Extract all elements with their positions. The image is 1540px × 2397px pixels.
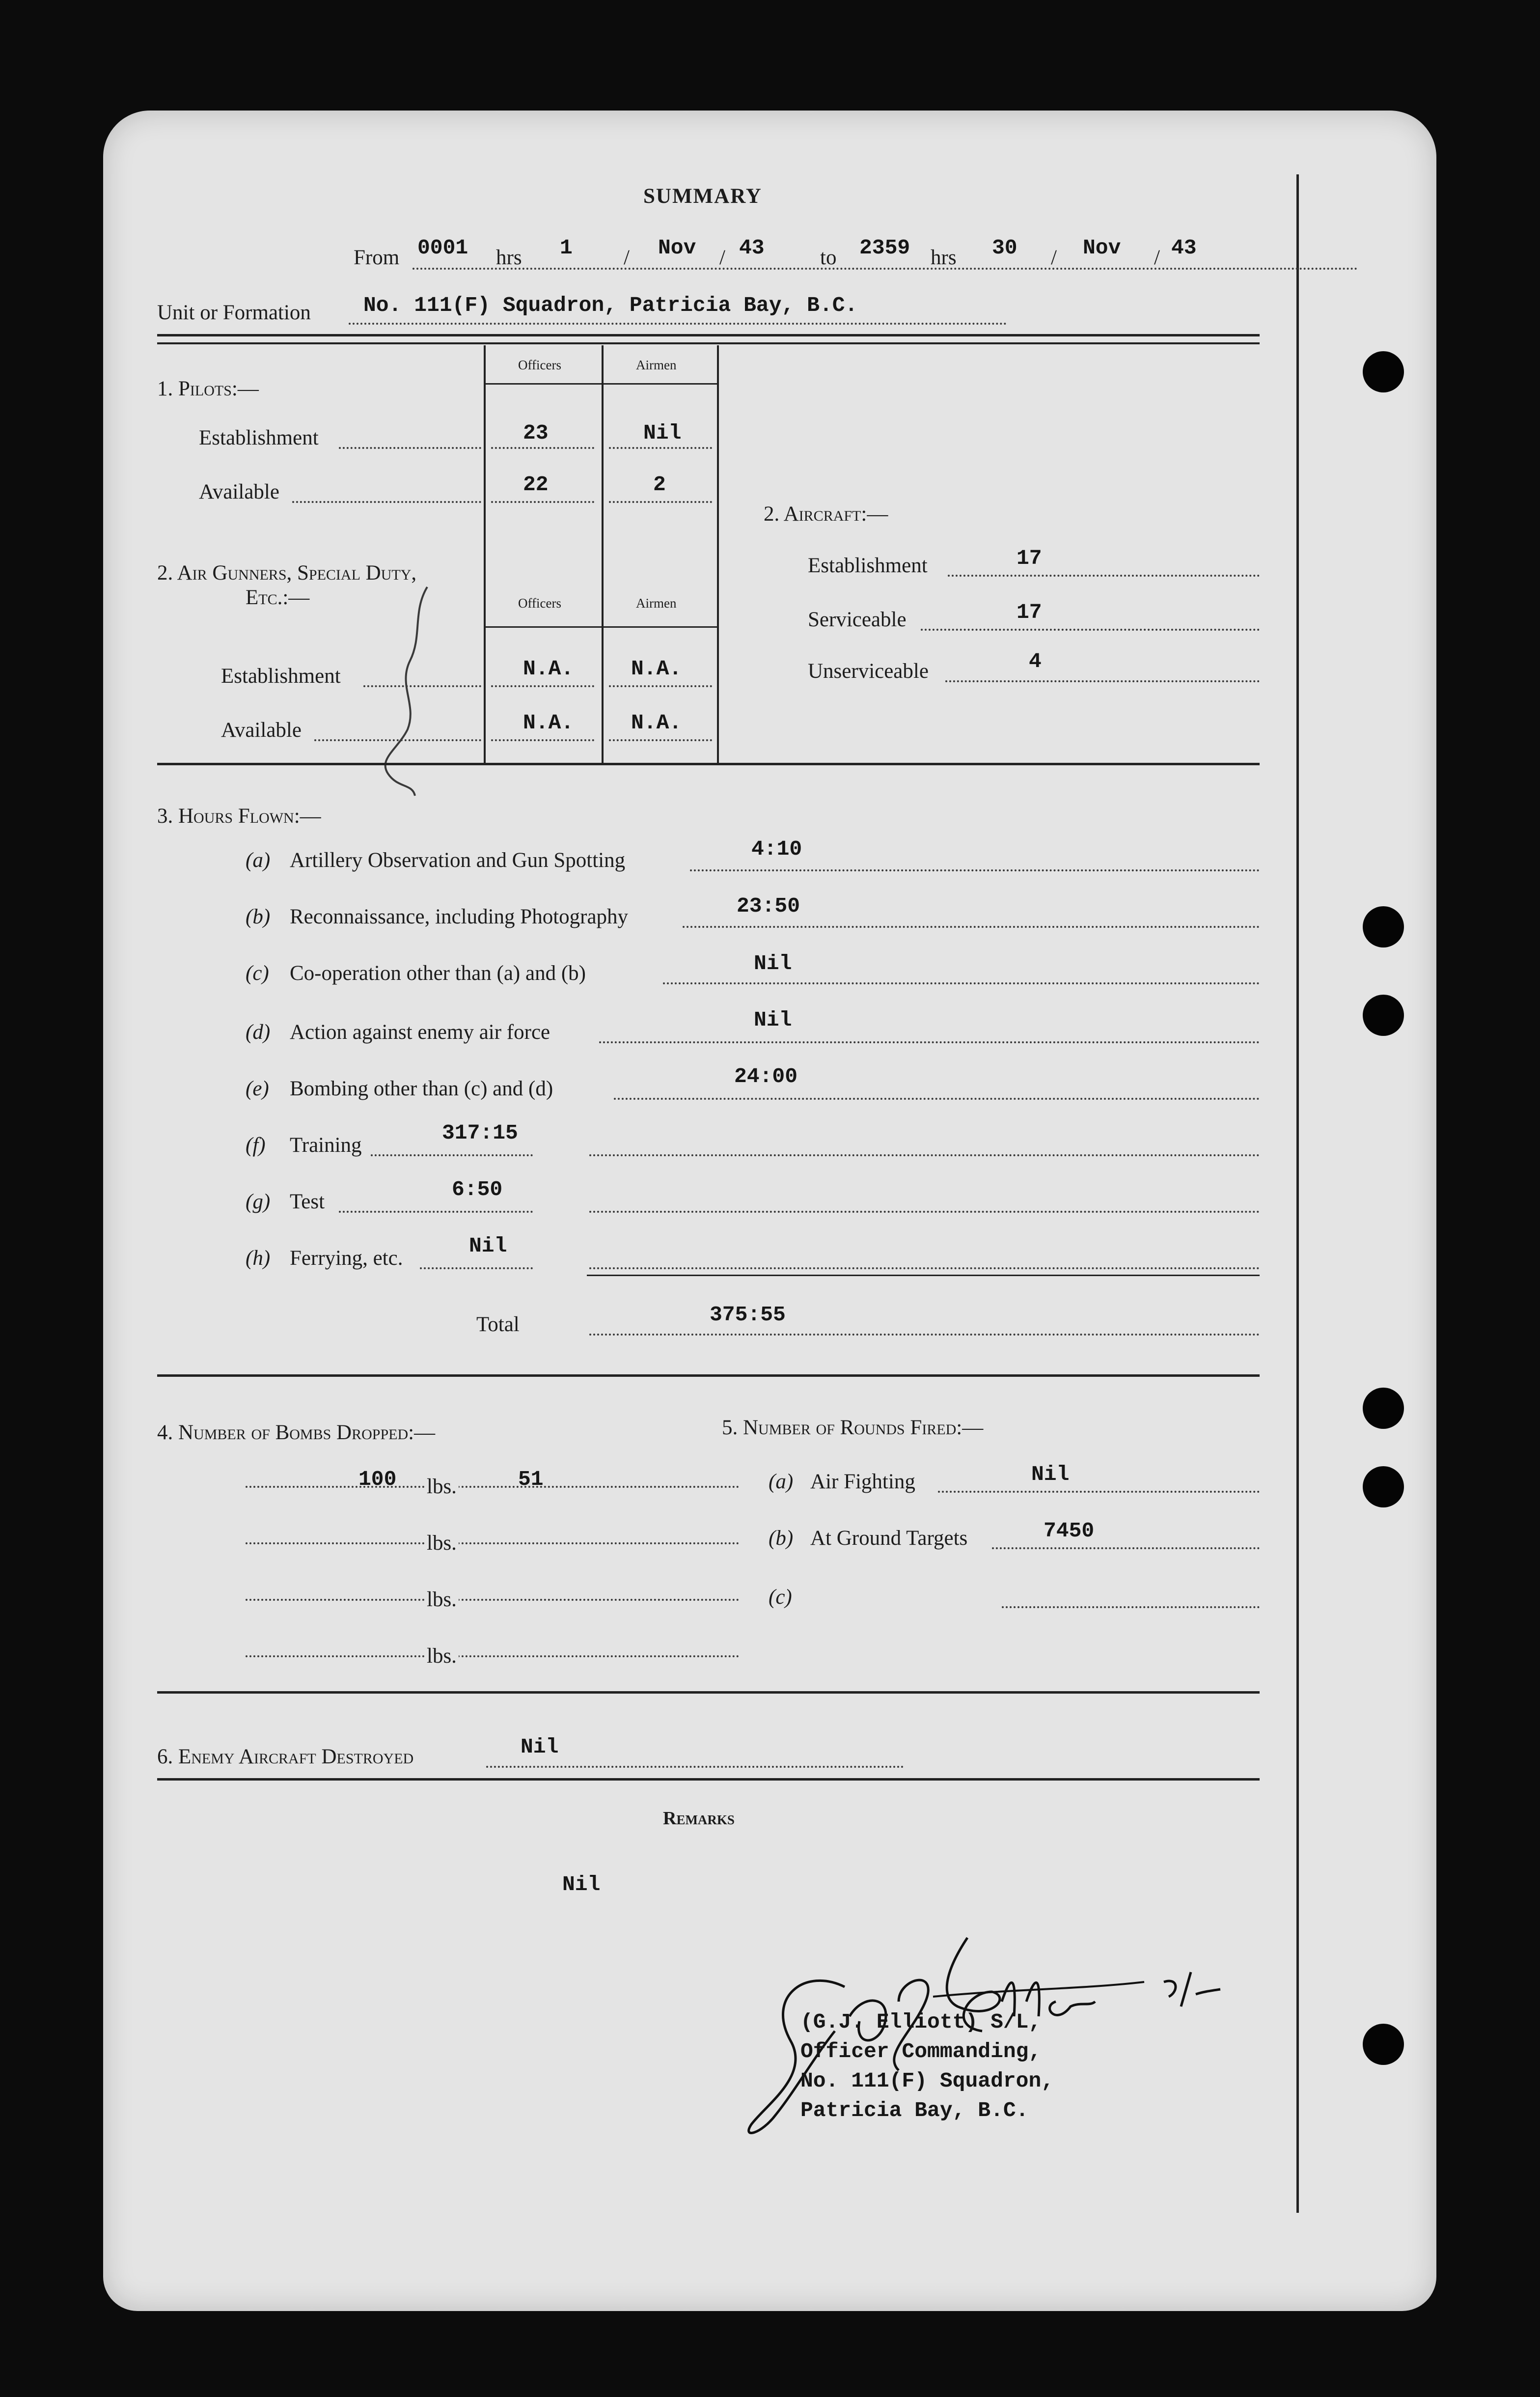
to-day: 30 bbox=[992, 236, 1018, 260]
pilots-establishment-label: Establishment bbox=[199, 426, 319, 449]
dotted-line bbox=[921, 629, 1260, 631]
gunners-establishment-label: Establishment bbox=[221, 665, 341, 688]
punch-hole bbox=[1363, 1388, 1404, 1429]
dotted-line bbox=[371, 1154, 533, 1156]
document-sheet bbox=[103, 111, 1436, 2311]
aircraft-heading: 2. Aircraft:— bbox=[764, 502, 888, 526]
hours-key: (h) bbox=[246, 1247, 271, 1270]
rounds-key: (c) bbox=[769, 1586, 792, 1609]
dotted-line bbox=[948, 575, 1260, 577]
hours-label: Reconnaissance, including Photography bbox=[290, 905, 629, 928]
dotted-line bbox=[683, 926, 1260, 928]
punch-hole bbox=[1363, 351, 1404, 392]
rounds-key: (a) bbox=[769, 1470, 794, 1493]
aircraft-serviceable-label: Serviceable bbox=[808, 608, 907, 631]
hours-value: 317:15 bbox=[442, 1121, 518, 1145]
pilots-available-officers: 22 bbox=[523, 473, 549, 497]
hours-key: (b) bbox=[246, 905, 271, 928]
dotted-line bbox=[609, 739, 712, 741]
unit-label: Unit or Formation bbox=[157, 301, 311, 324]
section-rule bbox=[157, 763, 1260, 765]
bombs-size: 100 bbox=[358, 1467, 397, 1491]
hours-value: Nil bbox=[754, 1008, 792, 1032]
dotted-line bbox=[609, 685, 712, 687]
hrs-label: hrs bbox=[496, 246, 522, 269]
airmen-header: Airmen bbox=[636, 358, 677, 372]
aircraft-establishment: 17 bbox=[1017, 546, 1042, 570]
dotted-line bbox=[246, 1655, 739, 1657]
period-dotted-line bbox=[412, 268, 1358, 270]
hours-label: Action against enemy air force bbox=[290, 1021, 550, 1044]
air-gunners-heading-etc: Etc.:— bbox=[246, 586, 310, 609]
rounds-heading: 5. Number of Rounds Fired:— bbox=[722, 1416, 984, 1439]
section-rule bbox=[157, 1691, 1260, 1694]
dotted-line bbox=[938, 1491, 1260, 1493]
date-sep: / bbox=[719, 246, 725, 269]
to-time: 2359 bbox=[859, 236, 910, 260]
remarks-heading: Remarks bbox=[663, 1808, 735, 1829]
dotted-line bbox=[292, 501, 481, 503]
remarks-text: Nil bbox=[562, 1872, 601, 1896]
grid-hline bbox=[484, 626, 718, 628]
hrs-label: hrs bbox=[931, 246, 957, 269]
header-rule bbox=[157, 334, 1260, 336]
aircraft-establishment-label: Establishment bbox=[808, 554, 928, 577]
dotted-line bbox=[589, 1211, 1260, 1213]
dotted-line bbox=[339, 447, 481, 449]
unit-value: No. 111(F) Squadron, Patricia Bay, B.C. bbox=[363, 293, 858, 317]
signature-line: Patricia Bay, B.C. bbox=[800, 2098, 1029, 2122]
airmen-header: Airmen bbox=[636, 596, 677, 611]
section-rule bbox=[157, 1778, 1260, 1781]
hours-label: Bombing other than (c) and (d) bbox=[290, 1077, 553, 1100]
dotted-line bbox=[246, 1599, 739, 1601]
date-sep: / bbox=[624, 246, 630, 269]
hours-value: Nil bbox=[469, 1234, 507, 1258]
dotted-line bbox=[420, 1267, 533, 1269]
rounds-value: Nil bbox=[1031, 1462, 1070, 1486]
to-month: Nov bbox=[1083, 236, 1121, 260]
dotted-line bbox=[491, 501, 594, 503]
enemy-destroyed-label: 6. Enemy Aircraft Destroyed bbox=[157, 1745, 414, 1768]
pilots-available-airmen: 2 bbox=[653, 473, 666, 497]
aircraft-serviceable: 17 bbox=[1017, 600, 1042, 624]
punch-hole bbox=[1363, 906, 1404, 948]
rounds-key: (b) bbox=[769, 1527, 794, 1550]
dotted-line bbox=[246, 1542, 739, 1544]
margin-rule bbox=[1296, 174, 1299, 2213]
dotted-line bbox=[491, 685, 594, 687]
aircraft-unserviceable-label: Unserviceable bbox=[808, 660, 929, 683]
dotted-line bbox=[339, 1211, 533, 1213]
dotted-line bbox=[246, 1486, 739, 1488]
punch-hole bbox=[1363, 2024, 1404, 2065]
gunners-establishment-officers: N.A. bbox=[523, 657, 574, 681]
hours-total-label: Total bbox=[476, 1313, 520, 1336]
bombs-heading: 4. Number of Bombs Dropped:— bbox=[157, 1421, 436, 1444]
dotted-line bbox=[945, 680, 1260, 682]
to-label: to bbox=[820, 246, 837, 269]
rounds-label: Air Fighting bbox=[810, 1470, 915, 1493]
from-label: From bbox=[354, 246, 400, 269]
to-year: 43 bbox=[1171, 236, 1197, 260]
header-rule bbox=[157, 342, 1260, 344]
hours-key: (d) bbox=[246, 1021, 271, 1044]
bombs-unit: lbs. bbox=[425, 1476, 459, 1497]
bombs-unit: lbs. bbox=[425, 1589, 459, 1610]
pilots-establishment-airmen: Nil bbox=[643, 421, 682, 445]
pilots-available-label: Available bbox=[199, 480, 279, 503]
gunners-available-airmen: N.A. bbox=[631, 711, 682, 735]
gunners-available-label: Available bbox=[221, 719, 302, 742]
hours-key: (e) bbox=[246, 1077, 269, 1100]
hours-key: (g) bbox=[246, 1190, 271, 1213]
signature-line: Officer Commanding, bbox=[800, 2039, 1042, 2063]
rounds-value: 7450 bbox=[1044, 1519, 1095, 1543]
pilots-establishment-officers: 23 bbox=[523, 421, 549, 445]
date-sep: / bbox=[1051, 246, 1057, 269]
pilots-heading: 1. Pilots:— bbox=[157, 377, 259, 400]
hours-label: Co-operation other than (a) and (b) bbox=[290, 962, 586, 985]
dotted-line bbox=[491, 447, 594, 449]
from-month: Nov bbox=[658, 236, 696, 260]
officers-header: Officers bbox=[518, 596, 561, 611]
dotted-line bbox=[690, 869, 1260, 871]
hours-flown-heading: 3. Hours Flown:— bbox=[157, 805, 321, 828]
gunners-available-officers: N.A. bbox=[523, 711, 574, 735]
dotted-line bbox=[609, 447, 712, 449]
hours-label: Training bbox=[290, 1134, 362, 1157]
bombs-unit: lbs. bbox=[425, 1645, 459, 1667]
hours-label: Artillery Observation and Gun Spotting bbox=[290, 849, 626, 872]
hours-key: (c) bbox=[246, 962, 269, 985]
air-gunners-heading: 2. Air Gunners, Special Duty, bbox=[157, 561, 417, 585]
section-rule bbox=[157, 1374, 1260, 1377]
hours-value: 23:50 bbox=[737, 894, 800, 918]
unit-dotted-line bbox=[349, 323, 1007, 325]
dotted-line bbox=[486, 1766, 904, 1768]
punch-hole bbox=[1363, 1466, 1404, 1507]
signature-line: (G.J. Elliott) S/L, bbox=[800, 2010, 1042, 2034]
dotted-line bbox=[663, 982, 1260, 984]
from-day: 1 bbox=[560, 236, 573, 260]
dotted-line bbox=[589, 1154, 1260, 1156]
hours-key: (f) bbox=[246, 1134, 266, 1157]
hours-value: 4:10 bbox=[751, 837, 802, 861]
gunners-establishment-airmen: N.A. bbox=[631, 657, 682, 681]
summary-title: SUMMARY bbox=[643, 185, 762, 208]
officers-header: Officers bbox=[518, 358, 561, 372]
hours-key: (a) bbox=[246, 849, 271, 872]
enemy-destroyed-value: Nil bbox=[521, 1735, 559, 1759]
from-year: 43 bbox=[739, 236, 765, 260]
dotted-line bbox=[589, 1267, 1260, 1269]
dotted-line bbox=[1002, 1606, 1260, 1608]
hours-label: Test bbox=[290, 1190, 325, 1213]
dotted-line bbox=[614, 1098, 1260, 1100]
hours-value: 24:00 bbox=[734, 1064, 798, 1088]
dotted-line bbox=[992, 1547, 1260, 1549]
total-rule bbox=[587, 1275, 1260, 1276]
signature-line: No. 111(F) Squadron, bbox=[800, 2069, 1054, 2093]
grid-vline bbox=[717, 345, 719, 763]
from-time: 0001 bbox=[417, 236, 468, 260]
punch-hole bbox=[1363, 995, 1404, 1036]
grid-vline bbox=[484, 345, 486, 763]
dotted-line bbox=[589, 1334, 1260, 1336]
hours-total: 375:55 bbox=[710, 1303, 786, 1327]
bombs-count: 51 bbox=[518, 1467, 544, 1491]
dotted-line bbox=[491, 739, 594, 741]
bombs-unit: lbs. bbox=[425, 1533, 459, 1554]
hours-label: Ferrying, etc. bbox=[290, 1247, 403, 1270]
dotted-line bbox=[609, 501, 712, 503]
hours-value: Nil bbox=[754, 951, 792, 976]
date-sep: / bbox=[1154, 246, 1160, 269]
hours-value: 6:50 bbox=[452, 1177, 503, 1201]
aircraft-unserviceable: 4 bbox=[1029, 649, 1042, 673]
dotted-line bbox=[599, 1041, 1260, 1043]
grid-hline bbox=[484, 383, 718, 385]
rounds-label: At Ground Targets bbox=[810, 1527, 968, 1550]
grid-vline bbox=[602, 345, 604, 763]
handwritten-mark bbox=[368, 582, 447, 798]
